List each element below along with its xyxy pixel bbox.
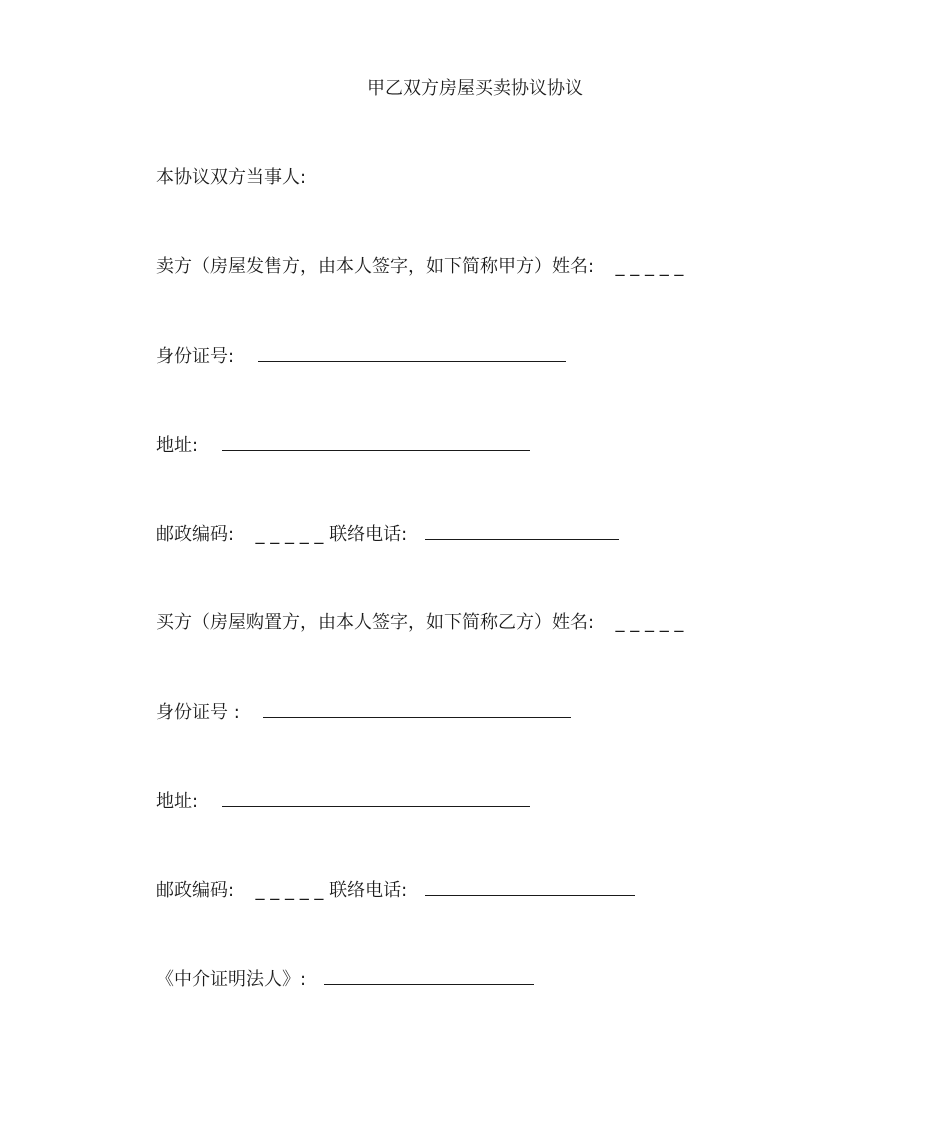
seller-name-blank[interactable]: _ _ _ _ _ xyxy=(615,256,684,277)
buyer-address-label: 地址: xyxy=(156,791,199,812)
buyer-contact-line xyxy=(156,877,635,904)
buyer-id-label: 身份证号 : xyxy=(156,702,240,723)
buyer-name-line xyxy=(156,610,683,636)
buyer-name-label: 买方（房屋购置方，由本人签字，如下简称乙方）姓名: xyxy=(156,612,595,633)
intermediary-blank[interactable] xyxy=(324,966,534,985)
seller-phone-blank[interactable] xyxy=(425,521,619,540)
intermediary-label: 《中介证明法人》: xyxy=(156,969,307,990)
parties-heading xyxy=(156,165,306,191)
buyer-postcode-blank[interactable]: _ _ _ _ _ xyxy=(255,880,324,901)
seller-contact-line xyxy=(156,521,619,548)
buyer-id-blank[interactable] xyxy=(263,699,571,718)
seller-phone-label: 联络电话: xyxy=(329,524,408,545)
parties-label: 本协议双方当事人: xyxy=(156,167,307,188)
seller-name-label: 卖方（房屋发售方，由本人签字，如下简称甲方）姓名: xyxy=(156,256,595,277)
buyer-address-blank[interactable] xyxy=(222,788,530,807)
buyer-name-blank[interactable]: _ _ _ _ _ xyxy=(615,612,684,633)
seller-id-label: 身份证号: xyxy=(156,346,235,367)
buyer-address-line xyxy=(156,788,530,815)
document-title: 甲乙双方房屋买卖协议协议 xyxy=(367,78,583,99)
intermediary-line xyxy=(156,966,534,993)
seller-address-label: 地址: xyxy=(156,435,199,456)
seller-address-blank[interactable] xyxy=(222,432,530,451)
seller-postcode-label: 邮政编码: xyxy=(156,524,235,545)
seller-id-line xyxy=(156,343,566,370)
buyer-id-line xyxy=(156,699,571,726)
seller-id-blank[interactable] xyxy=(258,343,566,362)
buyer-phone-label: 联络电话: xyxy=(329,880,408,901)
seller-name-line xyxy=(156,254,683,280)
seller-address-line xyxy=(156,432,530,459)
buyer-phone-blank[interactable] xyxy=(425,877,635,896)
buyer-postcode-label: 邮政编码: xyxy=(156,880,235,901)
seller-postcode-blank[interactable]: _ _ _ _ _ xyxy=(255,524,324,545)
